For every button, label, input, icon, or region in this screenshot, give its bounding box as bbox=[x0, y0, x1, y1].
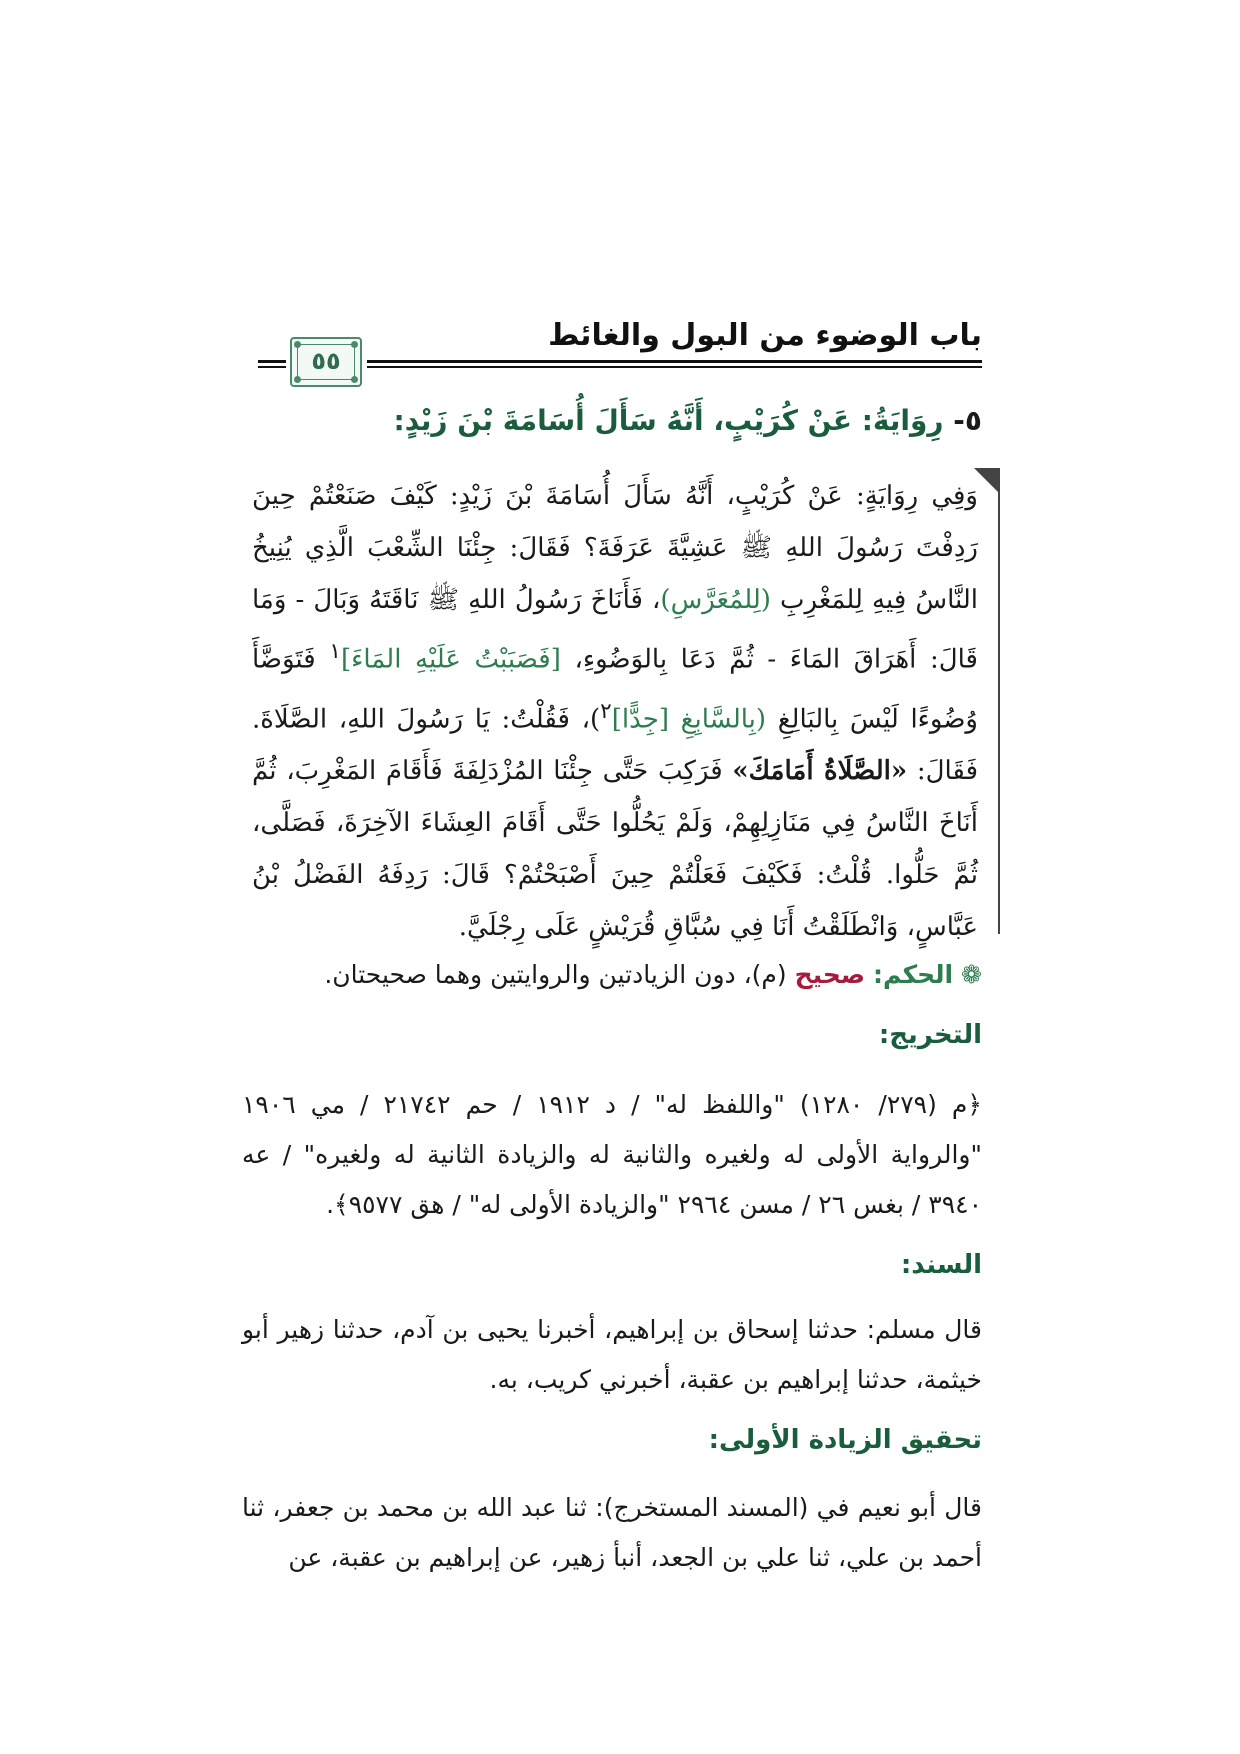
sanad-heading: السند: bbox=[900, 1250, 982, 1280]
prophetic-phrase: «الصَّلَاةُ أَمَامَكَ» bbox=[732, 756, 908, 787]
ornament-dot-icon bbox=[294, 376, 301, 383]
ornament-dot-icon bbox=[351, 376, 358, 383]
addition-text: [فَصَبَبْتُ عَلَيْهِ المَاءَ] bbox=[340, 644, 561, 675]
footnote-mark: ٢ bbox=[600, 698, 612, 724]
tahqiq-heading: تحقيق الزيادة الأولى: bbox=[708, 1425, 982, 1455]
hadith-part: )، فَقُلْتُ: يَا رَسُولَ اللهِ، الصَّلَاةَ. فَقَالَ: bbox=[252, 704, 978, 787]
footnote-mark: ١ bbox=[329, 639, 341, 664]
tahqiq-text: قال أبو نعيم في (المسند المستخرج): ثنا عبد الله بن محمد بن جعفر، ثنا أحمد بن علي، ثنا علي بن الجعد، أنبأ زهير، عن إبراهيم بن عقبة، عن bbox=[242, 1493, 982, 1572]
hadith-text bbox=[252, 470, 978, 953]
variant-reading: (لِلمُعَرَّسِ) bbox=[660, 585, 771, 615]
header-rule-left bbox=[258, 360, 286, 363]
ruling-rest: (م)، دون الزيادتين والروايتين وهما صحيحتان. bbox=[324, 960, 795, 989]
running-header-title: باب الوضوء من البول والغائط bbox=[548, 318, 982, 353]
ruling-label: الحكم: bbox=[872, 960, 954, 989]
header-rule-thin bbox=[367, 366, 982, 368]
hadith-frame bbox=[252, 470, 1000, 943]
takhrij-heading: التخريج: bbox=[878, 1020, 982, 1050]
section-heading-text: رِوَايَةُ: عَنْ كُرَيْبٍ، أَنَّهُ سَأَلَ أُسَامَةَ بْنَ زَيْدٍ: bbox=[393, 404, 944, 437]
ruling-verdict: صحيح bbox=[794, 960, 866, 989]
section-heading bbox=[242, 404, 982, 437]
sanad-text: قال مسلم: حدثنا إسحاق بن إبراهيم، أخبرنا يحيى بن آدم، حدثنا زهير أبو خيثمة، حدثنا إبراهيم بن عقبة، أخبرني كريب، به. bbox=[242, 1315, 982, 1394]
flower-bullet-icon: ❁ bbox=[961, 960, 982, 989]
header-rule bbox=[367, 360, 982, 363]
hadith-part: فَرَكِبَ حَتَّى جِئْنَا المُزْدَلِفَةَ فَأَقَامَ المَغْرِبَ، ثُمَّ أَنَاخَ النَّاسُ فِي مَنَازِلِهِمْ، وَلَمْ يَحُلُّوا حَتَّى أَقَامَ العِشَاءَ الآخِرَةَ، فَصَلَّى، ثُمَّ حَلُّوا. قُلْتُ: فَكَيْفَ فَعَلْتُمْ حِينَ أَصْبَحْتُمْ؟ قَالَ: رَدِفَهُ الفَضْلُ بْنُ عَبَّاسٍ، وَانْطَلَقْتُ أَنَا فِي سُبَّاقِ قُرَيْشٍ عَلَى رِجْلَيَّ. bbox=[252, 756, 978, 943]
section-number: ٥- bbox=[953, 404, 982, 437]
page-number: ٥٥ bbox=[311, 347, 341, 375]
ruling-line bbox=[242, 960, 982, 989]
hadith-part: فَتَوَضَّأَ وُضُوءًا لَيْسَ بِالبَالِغِ bbox=[252, 644, 978, 735]
hadith-part: وَفِي رِوَايَةٍ: عَنْ كُرَيْبٍ، أَنَّهُ سَأَلَ أُسَامَةَ بْنَ زَيْدٍ: كَيْفَ صَنَعْتُمْ حِينَ رَدِفْتَ رَسُولَ اللهِ ﷺ عَشِيَّةَ عَرَفَةَ؟ فَقَالَ: جِئْنَا الشِّعْبَ الَّذِي يُنِيخُ النَّاسُ فِيهِ لِلمَغْرِبِ bbox=[252, 481, 978, 615]
page-number-badge bbox=[290, 337, 362, 387]
takhrij-text: ﴿م (٢٧٩/ ١٢٨٠) "واللفظ له" / د ١٩١٢ / حم ٢١٧٤٢ / مي ١٩٠٦ "والرواية الأولى له ولغيره والثانية له والزيادة الثانية له ولغيره" / عه ٣٩٤٠ / بغس ٢٦ / مسن ٢٩٦٤ "والزيادة الأولى له" / هق ٩٥٧٧﴾. bbox=[242, 1090, 983, 1219]
variant-reading: (بِالسَّابِغِ [جِدًّا] bbox=[611, 704, 767, 735]
hadith-part: ، فَأَنَاخَ رَسُولُ اللهِ ﷺ نَاقَتَهُ وَبَالَ - وَمَا قَالَ: أَهَرَاقَ المَاءَ - ثُمَّ دَعَا بِالوَضُوءِ، bbox=[252, 585, 978, 675]
header-rule-left-thin bbox=[258, 366, 286, 368]
